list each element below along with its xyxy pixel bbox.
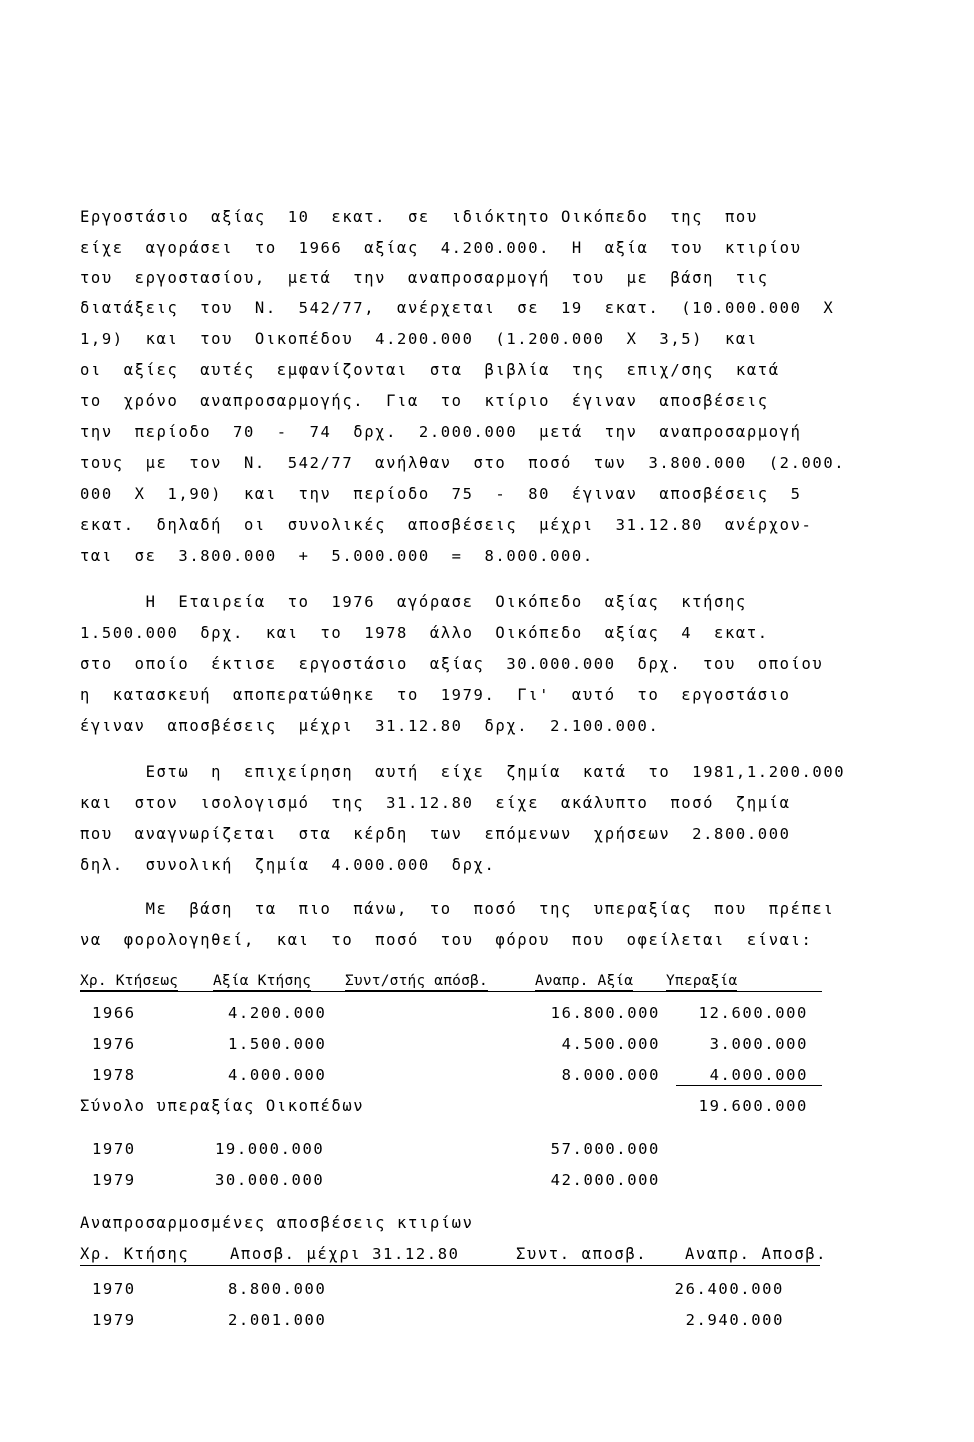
text-line: ται σε 3.800.000 + 5.000.000 = 8.000.000. [80,547,594,565]
text-line: δηλ. συνολική ζημία 4.000.000 δρχ. [80,856,496,874]
column-header: Χρ. Κτήσεως [80,973,179,989]
text-line: οι αξίες αυτές εμφανίζονται στα βιβλία της επιχ/σης κατά [80,361,780,379]
text-line: τους με τον Ν. 542/77 ανήλθαν στο ποσό των 3.800.000 (2.000. [80,454,846,472]
column-header: Αναπρ. Αξία [535,973,634,989]
surplus-cell: 12.600.000 [698,1004,808,1022]
accumulated-cell: 2.001.000 [228,1311,327,1329]
text-line: διατάξεις του Ν. 542/77, ανέρχεται σε 19 εκατ. (10.000.000 Χ [80,299,835,317]
text-line: που αναγνωρίζεται στα κέρδη των επόμενων χρήσεων 2.800.000 [80,825,791,843]
text-line: το χρόνο αναπροσαρμογής. Για το κτίριο έγιναν αποσβέσεις [80,392,769,410]
text-line: έγιναν αποσβέσεις μέχρι 31.12.80 δρχ. 2.100.000. [80,717,660,735]
text-line: εκατ. δηλαδή οι συνολικές αποσβέσεις μέχρι 31.12.80 ανέρχον- [80,516,813,534]
cost-cell: 4.200.000 [228,1004,327,1022]
total-label: Σύνολο υπεραξίας Οικοπέδων [80,1097,365,1115]
cost-cell: 1.500.000 [228,1035,327,1053]
revalued-cell: 16.800.000 [550,1004,660,1022]
column-header: Χρ. Κτήσης [80,1245,190,1263]
text-line: είχε αγοράσει το 1966 αξίας 4.200.000. Η αξία του κτιρίου [80,239,802,257]
table-header-rule [80,991,822,992]
text-line: 000 Χ 1,90) και την περίοδο 75 - 80 έγιναν αποσβέσεις 5 [80,485,802,503]
text-line: του εργοστασίου, μετά την αναπροσαρμογή του με βάση τις [80,269,769,287]
cost-cell: 19.000.000 [215,1140,325,1158]
revalued-cell: 26.400.000 [674,1280,784,1298]
revalued-cell: 4.500.000 [561,1035,660,1053]
year-cell: 1970 [92,1140,136,1158]
text-line: και στον ισολογισμό της 31.12.80 είχε ακάλυπτο ποσό ζημία [80,794,791,812]
surplus-cell: 4.000.000 [709,1066,808,1084]
year-cell: 1970 [92,1280,136,1298]
text-line: η κατασκευή αποπερατώθηκε το 1979. Γι' αυτό το εργοστάσιο [80,686,791,704]
table-header-rule [80,1265,820,1266]
revalued-cell: 8.000.000 [561,1066,660,1084]
sum-rule [676,1085,822,1086]
text-line: Η Εταιρεία το 1976 αγόρασε Οικόπεδο αξίας κτήσης [80,593,747,611]
text-line: στο οποίο έκτισε εργοστάσιο αξίας 30.000.000 δρχ. του οποίου [80,655,824,673]
text-line: 1,9) και του Οικοπέδου 4.200.000 (1.200.000 Χ 3,5) και [80,330,758,348]
revalued-cell: 2.940.000 [685,1311,784,1329]
text-line: Εργοστάσιο αξίας 10 εκατ. σε ιδιόκτητο Οικόπεδο της που [80,208,758,226]
column-header: Αξία Κτήσης [213,973,312,989]
surplus-cell: 3.000.000 [709,1035,808,1053]
cost-cell: 4.000.000 [228,1066,327,1084]
accumulated-cell: 8.800.000 [228,1280,327,1298]
column-header: Αναπρ. Αποσβ. [685,1245,828,1263]
total-value: 19.600.000 [698,1097,808,1115]
column-header: Συντ/στής απόσβ. [345,973,488,989]
section-title: Αναπροσαρμοσμένες αποσβέσεις κτιρίων [80,1214,474,1232]
text-line: να φορολογηθεί, και το ποσό του φόρου που οφείλεται είναι: [80,931,813,949]
year-cell: 1978 [92,1066,136,1084]
cost-cell: 30.000.000 [215,1171,325,1189]
revalued-cell: 57.000.000 [550,1140,660,1158]
year-cell: 1976 [92,1035,136,1053]
year-cell: 1979 [92,1311,136,1329]
text-line: την περίοδο 70 - 74 δρχ. 2.000.000 μετά την αναπροσαρμογή [80,423,802,441]
column-header: Υπεραξία [666,973,738,989]
column-header: Αποσβ. μέχρι 31.12.80 [230,1245,460,1263]
year-cell: 1966 [92,1004,136,1022]
text-line: 1.500.000 δρχ. και το 1978 άλλο Οικόπεδο αξίας 4 εκατ. [80,624,769,642]
revalued-cell: 42.000.000 [550,1171,660,1189]
year-cell: 1979 [92,1171,136,1189]
text-line: Με βάση τα πιο πάνω, το ποσό της υπεραξίας που πρέπει [80,900,835,918]
column-header: Συντ. αποσβ. [516,1245,648,1263]
text-line: Εστω η επιχείρηση αυτή είχε ζημία κατά το 1981,1.200.000 [80,763,846,781]
